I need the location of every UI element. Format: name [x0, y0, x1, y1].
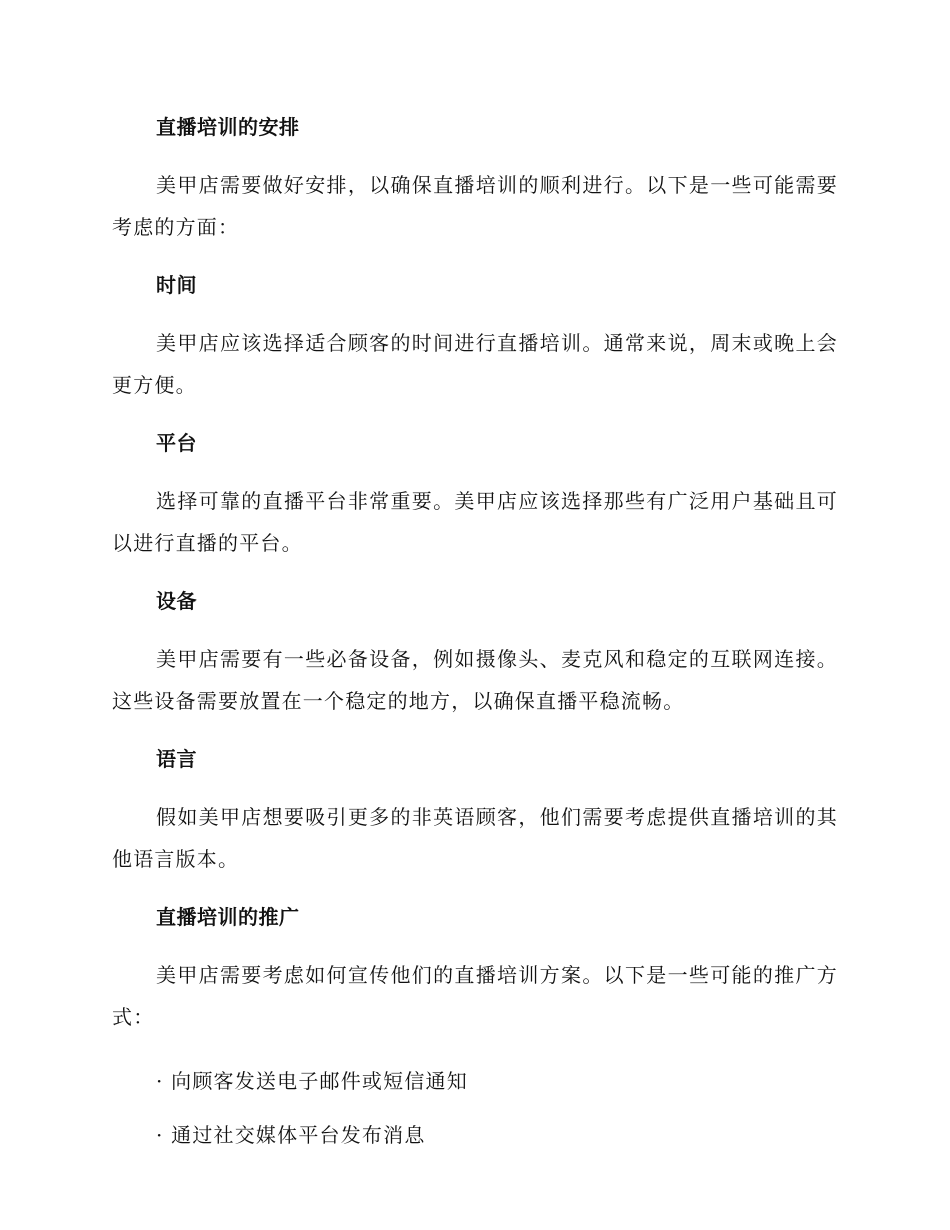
section-heading-language: 语言 [156, 747, 197, 771]
section-heading-promotion: 直播培训的推广 [156, 905, 300, 929]
section-paragraph-platform: 选择可靠的直播平台非常重要。美甲店应该选择那些有广泛用户基础且可以进行直播的平台。 [112, 489, 838, 555]
bullet-item-social-media: · 通过社交媒体平台发布消息 [156, 1123, 426, 1147]
section-heading-equipment: 设备 [156, 589, 197, 613]
section-paragraph-arrangement: 美甲店需要做好安排，以确保直播培训的顺利进行。以下是一些可能需要考虑的方面： [112, 173, 838, 239]
section-paragraph-promotion: 美甲店需要考虑如何宣传他们的直播培训方案。以下是一些可能的推广方式： [112, 963, 838, 1029]
bullet-item-email: · 向顾客发送电子邮件或短信通知 [156, 1069, 468, 1093]
section-paragraph-time: 美甲店应该选择适合顾客的时间进行直播培训。通常来说，周末或晚上会更方便。 [112, 331, 838, 397]
section-heading-platform: 平台 [156, 431, 197, 455]
section-heading-time: 时间 [156, 273, 197, 297]
section-paragraph-language: 假如美甲店想要吸引更多的非英语顾客，他们需要考虑提供直播培训的其他语言版本。 [112, 805, 838, 871]
section-heading-arrangement: 直播培训的安排 [156, 115, 300, 139]
section-paragraph-equipment: 美甲店需要有一些必备设备，例如摄像头、麦克风和稳定的互联网连接。这些设备需要放置在一个稳定的地方，以确保直播平稳流畅。 [112, 647, 838, 713]
